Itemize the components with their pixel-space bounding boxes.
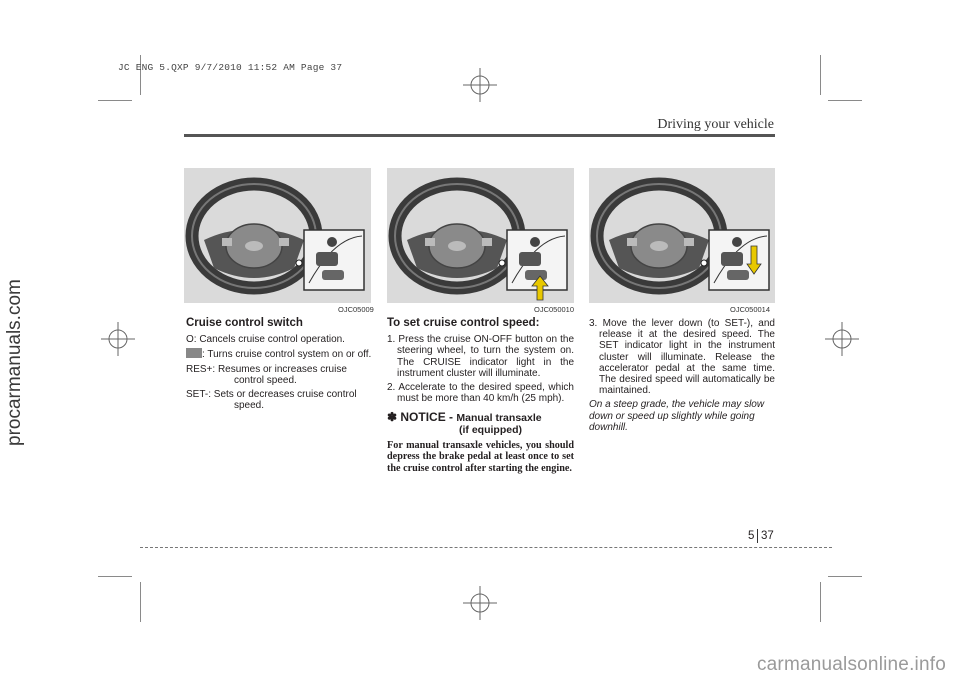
footer-rule <box>140 547 832 548</box>
item-cancel: O: Cancels cruise control operation. <box>186 334 345 346</box>
item-res: RES+: Resumes or increases cruise control speed. <box>186 363 347 386</box>
steering-wheel-icon <box>184 168 371 303</box>
steering-wheel-image-1 <box>184 168 371 303</box>
section-title: Driving your vehicle <box>657 117 774 132</box>
heading: Cruise control switch <box>186 317 303 329</box>
steering-wheel-image-2 <box>387 168 574 303</box>
page-separator <box>757 529 758 543</box>
notice-subtitle: (if equipped) <box>459 423 522 436</box>
crop-mark <box>98 100 132 101</box>
item-onoff <box>186 348 372 360</box>
notice-title <box>387 412 574 424</box>
watermark-left: procarmanuals.com <box>4 279 25 446</box>
registration-mark-icon <box>101 322 135 356</box>
image-code: OJC05009 <box>338 305 374 314</box>
item-set: SET-: Sets or decreases cruise control speed. <box>186 389 357 412</box>
crop-mark <box>828 100 862 101</box>
image-code: OJC050010 <box>534 305 575 314</box>
step-2: 2. Accelerate to the desired speed, which must be more than 40 km/h (25 mph). <box>387 382 574 405</box>
crop-mark <box>140 55 141 95</box>
column-set-speed <box>387 318 574 474</box>
registration-mark-icon <box>463 68 497 102</box>
notice-title-text: Manual transaxle <box>456 412 542 425</box>
notice-body: For manual transaxle vehicles, you should depress the brake pedal at least once to set the cruise control after starting the engine. <box>387 439 574 474</box>
steering-wheel-icon <box>589 168 775 303</box>
chapter-number: 5 <box>748 530 755 542</box>
registration-mark-icon <box>825 322 859 356</box>
image-code: OJC050014 <box>730 305 771 314</box>
notice-label: ✽ NOTICE - <box>387 410 457 425</box>
column-continued <box>589 318 775 436</box>
note: On a steep grade, the vehicle may slow down or speed up slightly while going downhill. <box>589 399 765 433</box>
crop-mark <box>828 576 862 577</box>
heading: To set cruise control speed: <box>387 317 540 329</box>
steering-wheel-icon <box>387 168 574 303</box>
item-onoff-text: : Turns cruise control system on or off. <box>202 349 372 361</box>
crop-mark <box>820 55 821 95</box>
registration-mark-icon <box>463 586 497 620</box>
crop-mark <box>98 576 132 577</box>
title-rule <box>184 134 775 137</box>
page-number: 37 <box>761 530 774 542</box>
step-3: 3. Move the lever down (to SET-), and release it at the desired speed. The SET indicator light in the instrument cluster will illuminate. Release the accelerator pedal at the same time. The desired speed will automatically be maintained. <box>589 318 775 397</box>
column-cruise-switch <box>186 318 372 414</box>
cruise-onoff-icon <box>186 348 202 358</box>
crop-mark <box>140 582 141 622</box>
steering-wheel-image-3 <box>589 168 775 303</box>
print-slug: JC ENG 5.QXP 9/7/2010 11:52 AM Page 37 <box>118 62 343 73</box>
step-1: 1. Press the cruise ON-OFF button on the steering wheel, to turn the system on. The CRUISE indicator light in the instrument cluster will illuminate. <box>387 334 574 379</box>
crop-mark <box>820 582 821 622</box>
watermark-bottom: carmanualsonline.info <box>756 654 946 675</box>
